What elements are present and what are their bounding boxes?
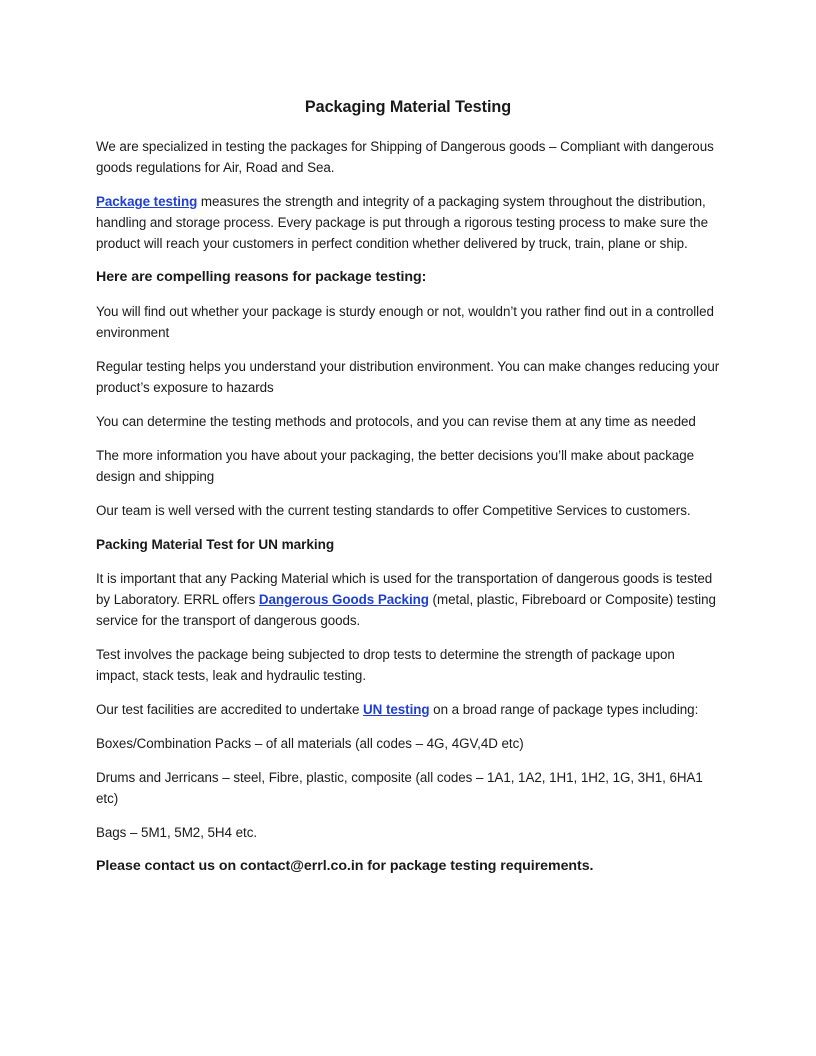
package-testing-link[interactable]: Package testing: [96, 194, 198, 209]
package-type-item: Bags – 5M1, 5M2, 5H4 etc.: [96, 825, 258, 840]
contact-statement: Please contact us on contact@errl.co.in for package testing requirements.: [96, 858, 594, 874]
page-title: Packaging Material Testing: [304, 98, 512, 116]
dangerous-goods-packing-link[interactable]: Dangerous Goods Packing: [258, 592, 429, 607]
reason-paragraph: You can determine the testing methods and protocols, and you can revise them at any time as needed: [96, 414, 696, 429]
un-testing-link[interactable]: UN testing: [363, 702, 430, 717]
reason-paragraph: Our team is well versed with the current testing standards to offer Competitive Services to customers.: [96, 503, 691, 518]
reason-paragraph: Regular testing helps you understand your distribution environment. You can make changes reducing your product’s exposure to hazards: [96, 359, 720, 395]
accredited-before: Our test facilities are accredited to undertake: [96, 702, 364, 717]
reasons-heading: Here are compelling reasons for package testing:: [96, 269, 427, 285]
un-para-after: (metal, plastic, Fibreboard or Composite) testing service for the transport of dangerous goods.: [96, 592, 716, 628]
document-page: [96, 96, 720, 890]
package-testing-text: measures the strength and integrity of a packaging system throughout the distribution, handling and storage process. Every package is put through a rigorous testing process to make sure the product will reach your customers in perfect condition whether delivered by truck, train, plane or ship.: [96, 194, 708, 251]
package-type-item: Boxes/Combination Packs – of all materials (all codes – 4G, 4GV,4D etc): [96, 736, 524, 751]
intro-paragraph: We are specialized in testing the packages for Shipping of Dangerous goods – Compliant with dangerous goods regulations for Air, Road and Sea.: [96, 139, 714, 175]
un-para-before: It is important that any Packing Material which is used for the transportation of dangerous goods is tested by Laboratory. ERRL offers: [96, 571, 713, 607]
accredited-after: on a broad range of package types including:: [429, 702, 699, 717]
un-marking-paragraph: [96, 568, 720, 631]
un-marking-heading: Packing Material Test for UN marking: [96, 537, 335, 552]
reason-paragraph: You will find out whether your package is sturdy enough or not, wouldn’t you rather find out in a controlled environment: [96, 304, 714, 340]
accredited-paragraph: [96, 699, 720, 720]
test-involves-paragraph: Test involves the package being subjected to drop tests to determine the strength of package upon impact, stack tests, leak and hydraulic testing.: [96, 647, 675, 683]
package-type-item: Drums and Jerricans – steel, Fibre, plastic, composite (all codes – 1A1, 1A2, 1H1, 1H2, 1G, 3H1, 6HA1 etc): [96, 770, 703, 806]
reason-paragraph: The more information you have about your packaging, the better decisions you’ll make about package design and shipping: [96, 448, 695, 484]
package-testing-paragraph: [96, 191, 720, 254]
